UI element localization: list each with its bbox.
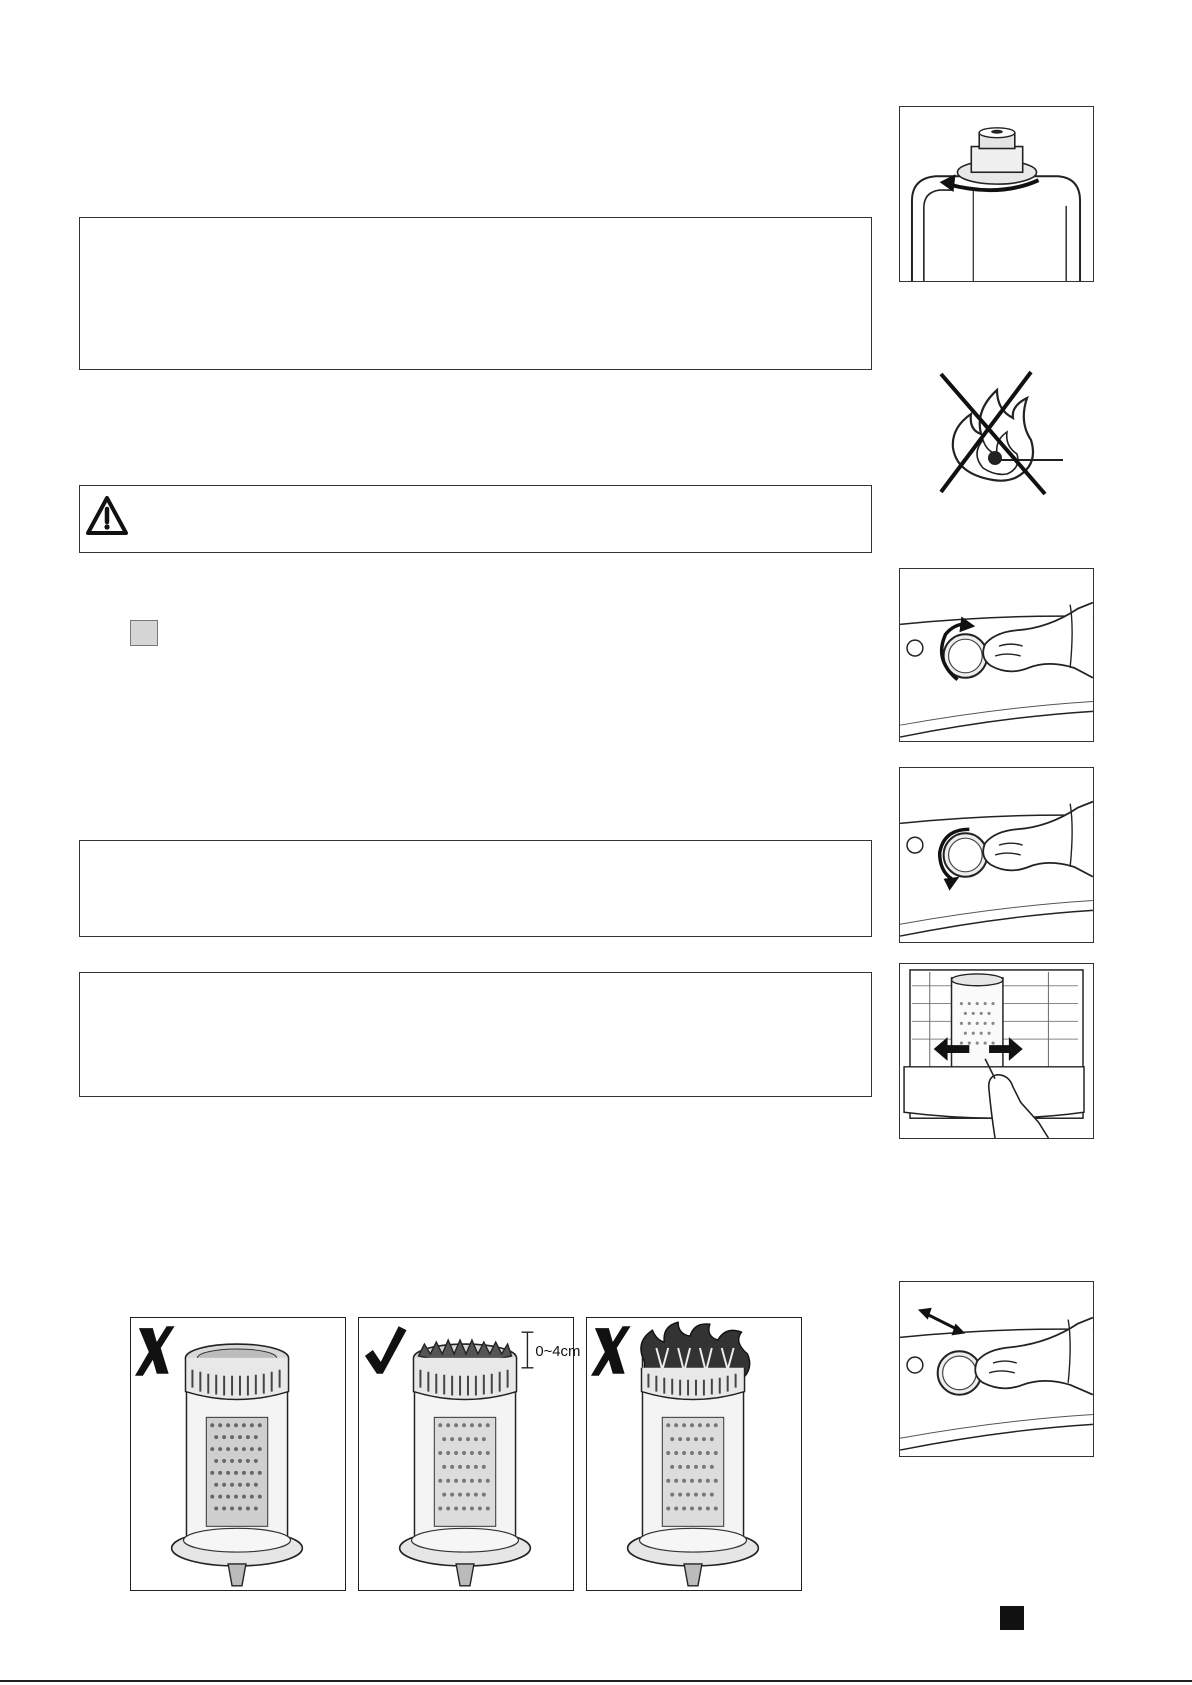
knob-adjust-figure	[899, 1281, 1094, 1457]
info-box-2	[79, 840, 872, 937]
info-box-3	[79, 972, 872, 1097]
burner-high-flame-figure	[586, 1317, 802, 1591]
page-marker	[1000, 1606, 1024, 1630]
knob-turn-down-figure	[899, 767, 1094, 943]
fuel-cap-figure	[899, 106, 1094, 282]
no-fire-icon	[935, 370, 1065, 498]
burner-correct-flame-figure	[358, 1317, 581, 1591]
checkbox-square	[130, 620, 158, 646]
bottom-rule	[0, 1680, 1192, 1682]
burner-no-flame-figure	[130, 1317, 346, 1591]
info-box-1	[79, 217, 872, 370]
knob-turn-up-figure	[899, 568, 1094, 742]
heater-lever-figure	[899, 963, 1094, 1139]
flame-gap-label: 0~4cm	[535, 1343, 581, 1360]
warning-box	[79, 485, 872, 553]
warning-icon	[85, 495, 129, 537]
